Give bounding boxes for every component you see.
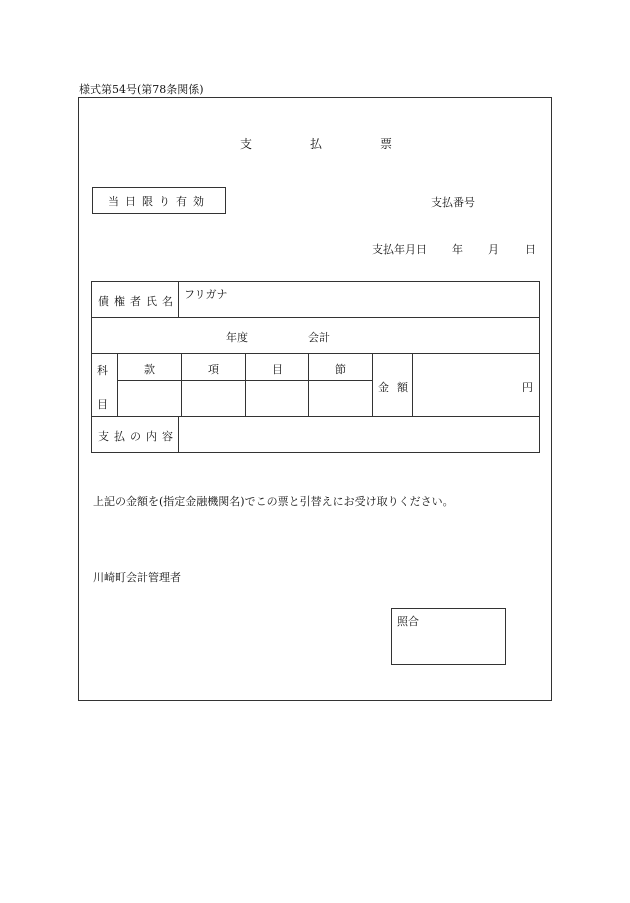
payment-date-label: 支払年月日 (372, 243, 427, 256)
subject-label-bottom: 目 (97, 398, 108, 411)
header-moku: 目 (272, 363, 283, 376)
date-year-label: 年 (452, 243, 463, 256)
date-month-label: 月 (488, 243, 499, 256)
notice-text: 上記の金額を(指定金融機関名)でこの票と引替えにお受け取りください。 (93, 495, 454, 508)
verification-label: 照合 (397, 615, 419, 628)
payment-content-label: 支払の内容 (98, 430, 178, 443)
yen-label: 円 (522, 381, 533, 394)
valid-today-box (92, 187, 226, 214)
fiscal-year-label: 年度 (226, 331, 248, 344)
subject-label-top: 科 (97, 364, 108, 377)
verification-stamp-box (391, 608, 506, 665)
title-char-2: 払 (310, 137, 323, 151)
header-kan: 款 (144, 363, 155, 376)
date-day-label: 日 (525, 243, 536, 256)
header-setsu: 節 (335, 363, 346, 376)
title-char-1: 支 (240, 137, 253, 151)
payment-number-label: 支払番号 (431, 196, 475, 209)
creditor-name-label: 債権者氏名 (98, 295, 178, 308)
header-kou: 項 (208, 363, 219, 376)
form-caption: 様式第54号(第78条関係) (79, 83, 204, 96)
signatory-text: 川崎町会計管理者 (93, 571, 181, 584)
title-char-3: 票 (380, 137, 393, 151)
valid-today-label: 当日限り有効 (108, 194, 210, 208)
amount-label: 金額 (378, 381, 416, 394)
accounting-label: 会計 (308, 331, 330, 344)
furigana-label: フリガナ (184, 288, 228, 301)
